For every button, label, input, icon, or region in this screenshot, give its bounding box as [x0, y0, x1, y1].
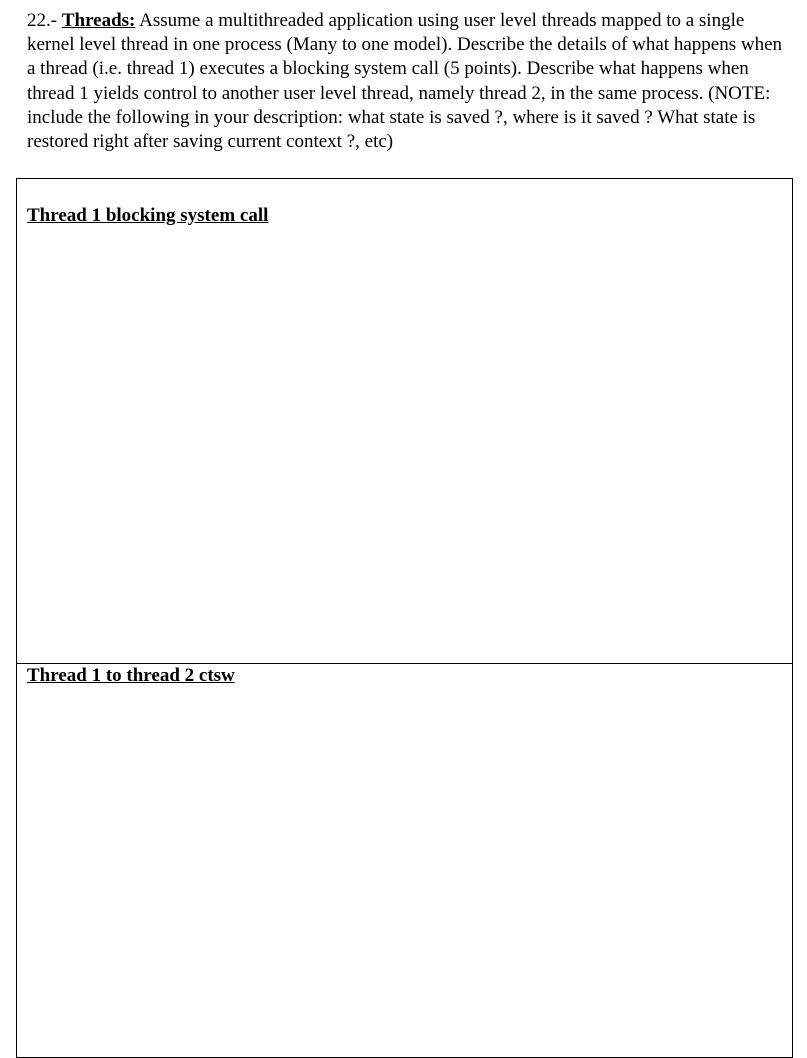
- question-text: [27, 9, 787, 154]
- answer-table: [16, 178, 793, 1058]
- answer-area-blocking-call[interactable]: [27, 235, 782, 653]
- section-heading-context-switch: Thread 1 to thread 2 ctsw: [27, 665, 235, 686]
- question-body: Assume a multithreaded application using user level threads mapped to a single kernel level thread in one process (Many to one model). Describe the details of what happens when a thread (i.e. thread 1) executes a blocking system call (5 points). Describe what happens when thread 1 yields control to another user level thread, namely thread 2, in the same process. (NOTE: include the following in your description: what state is saved ?, where is it saved ? What state is restored right after saving current context ?, etc): [27, 10, 782, 153]
- answer-cell-blocking-call: [17, 179, 792, 664]
- answer-cell-context-switch: [17, 664, 792, 1057]
- answer-area-context-switch[interactable]: [27, 694, 782, 1047]
- question-number: 22.-: [27, 10, 58, 31]
- question-topic: Threads:: [61, 10, 136, 31]
- section-heading-blocking-call: Thread 1 blocking system call: [27, 205, 269, 226]
